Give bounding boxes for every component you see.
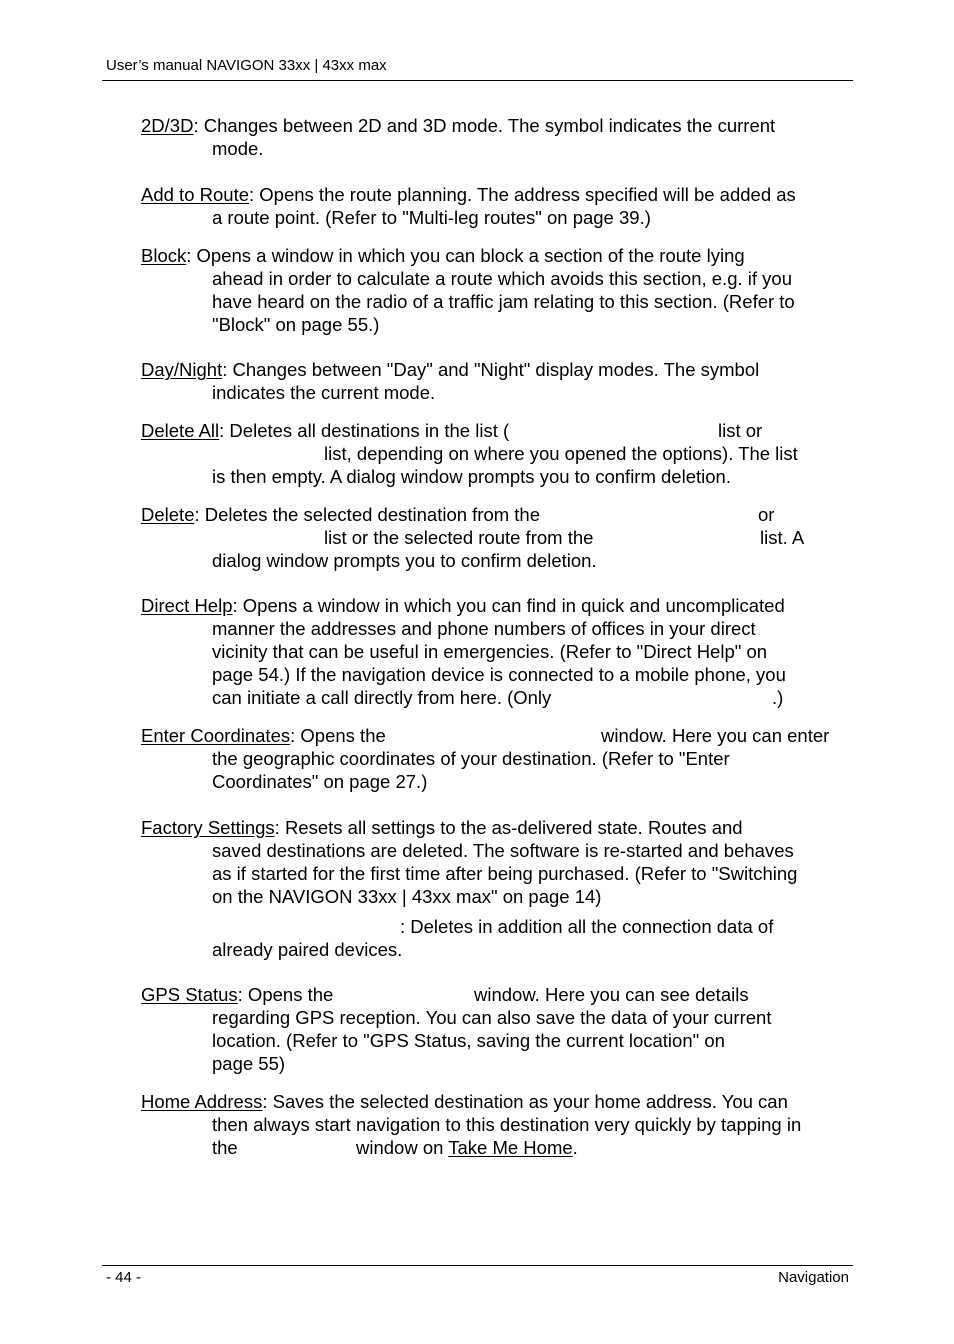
entry-block-line-2: ahead in order to calculate a route which avoids this section, e.g. if you <box>212 268 793 289</box>
entry-factory-line-6: already paired devices. <box>212 939 403 960</box>
entry-factory-line-4: on the NAVIGON 33xx | 43xx max" on page 14) <box>212 886 602 907</box>
entry-direct-help-line-1 <box>141 594 785 617</box>
entry-direct-help-line-4: page 54.) If the navigation device is connected to a mobile phone, you <box>212 664 786 685</box>
term-direct-help: Direct Help <box>141 595 233 616</box>
entry-factory-line-3: as if started for the first time after being purchased. (Refer to "Switching <box>212 863 798 884</box>
entry-home-address-period: . <box>572 1137 578 1158</box>
entry-add-route-text: : Opens the route planning. The address specified will be added as <box>249 184 796 205</box>
entry-delete-all-line-2: list, depending on where you opened the options). The list <box>324 443 798 464</box>
term-day-night: Day/Night <box>141 359 223 380</box>
entry-delete-all-line-3: is then empty. A dialog window prompts you to confirm deletion. <box>212 466 731 487</box>
entry-factory-line-1 <box>141 816 743 839</box>
entry-2d3d-text: : Changes between 2D and 3D mode. The symbol indicates the current <box>193 115 776 136</box>
entry-home-address-line-3b <box>356 1136 578 1159</box>
entry-direct-help-line-5a: can initiate a call directly from here. (Only <box>212 687 552 708</box>
term-add-to-route: Add to Route <box>141 184 249 205</box>
entry-2d3d-line-2: mode. <box>212 138 264 159</box>
entry-enter-coords-line-2: the geographic coordinates of your destination. (Refer to "Enter <box>212 748 730 769</box>
entry-delete-line-2a: list or the selected route from the <box>324 527 594 548</box>
entry-delete-line-1b: or <box>758 504 775 525</box>
footer-section: Navigation <box>778 1269 849 1286</box>
entry-factory-line-2: saved destinations are deleted. The software is re-started and behaves <box>212 840 794 861</box>
entry-enter-coords-line-1 <box>141 724 386 747</box>
entry-home-address-line-2: then always start navigation to this destination very quickly by tapping in <box>212 1114 802 1135</box>
entry-gps-status-line-3: location. (Refer to "GPS Status, saving the current location" on <box>212 1030 725 1051</box>
entry-home-address-line-3a: the <box>212 1137 238 1158</box>
term-gps-status: GPS Status <box>141 984 238 1005</box>
running-header: User’s manual NAVIGON 33xx | 43xx max <box>106 57 387 74</box>
entry-2d3d-line-1 <box>141 114 775 137</box>
entry-delete-all-text: : Deletes all destinations in the list ( <box>219 420 510 441</box>
entry-direct-help-line-3: vicinity that can be useful in emergencies. (Refer to "Direct Help" on <box>212 641 768 662</box>
entry-delete-all-line-1b: list or <box>718 420 763 441</box>
term-2d3d: 2D/3D <box>141 115 194 136</box>
entry-home-address-text: : Saves the selected destination as your home address. You can <box>262 1091 788 1112</box>
take-me-home-link: Take Me Home <box>448 1137 573 1158</box>
entry-home-address-line-1 <box>141 1090 788 1113</box>
entry-gps-status-text: : Opens the <box>237 984 334 1005</box>
entry-enter-coords-text: : Opens the <box>290 725 386 746</box>
entry-gps-status-line-2: regarding GPS reception. You can also save the data of your current <box>212 1007 772 1028</box>
entry-block-line-4: "Block" on page 55.) <box>212 314 380 335</box>
entry-add-route-line-2: a route point. (Refer to "Multi-leg routes" on page 39.) <box>212 207 651 228</box>
entry-day-night-line-2: indicates the current mode. <box>212 382 436 403</box>
entry-gps-status-line-4: page 55) <box>212 1053 286 1074</box>
entry-delete-all-line-1 <box>141 419 509 442</box>
entry-factory-text: : Resets all settings to the as-delivered state. Routes and <box>274 817 743 838</box>
entry-block-text: : Opens a window in which you can block a section of the route lying <box>186 245 745 266</box>
entry-home-address-window-text: window on <box>356 1137 444 1158</box>
entry-gps-status-line-1 <box>141 983 333 1006</box>
term-block: Block <box>141 245 187 266</box>
term-home-address: Home Address <box>141 1091 263 1112</box>
entry-add-route-line-1 <box>141 183 796 206</box>
entry-factory-line-5: : Deletes in addition all the connection data of <box>400 916 774 937</box>
entry-direct-help-text: : Opens a window in which you can find in quick and uncomplicated <box>232 595 785 616</box>
entry-enter-coords-line-1b: window. Here you can enter <box>601 725 830 746</box>
entry-enter-coords-line-3: Coordinates" on page 27.) <box>212 771 428 792</box>
page-number: - 44 - <box>106 1269 142 1286</box>
entry-gps-status-line-1b: window. Here you can see details <box>474 984 749 1005</box>
entry-day-night-line-1 <box>141 358 759 381</box>
entry-block-line-3: have heard on the radio of a traffic jam relating to this section. (Refer to <box>212 291 795 312</box>
entry-direct-help-line-2: manner the addresses and phone numbers of offices in your direct <box>212 618 756 639</box>
entry-delete-line-1 <box>141 503 540 526</box>
footer-rule <box>102 1265 853 1266</box>
entry-delete-line-2b: list. A <box>760 527 805 548</box>
term-delete-all: Delete All <box>141 420 220 441</box>
entry-delete-text: : Deletes the selected destination from the <box>194 504 541 525</box>
entry-block-line-1 <box>141 244 745 267</box>
term-delete: Delete <box>141 504 195 525</box>
entry-delete-line-3: dialog window prompts you to confirm deletion. <box>212 550 597 571</box>
entry-day-night-text: : Changes between "Day" and "Night" display modes. The symbol <box>222 359 760 380</box>
entry-direct-help-line-5b: .) <box>772 687 784 708</box>
header-rule <box>102 80 853 81</box>
term-factory-settings: Factory Settings <box>141 817 275 838</box>
term-enter-coordinates: Enter Coordinates <box>141 725 291 746</box>
